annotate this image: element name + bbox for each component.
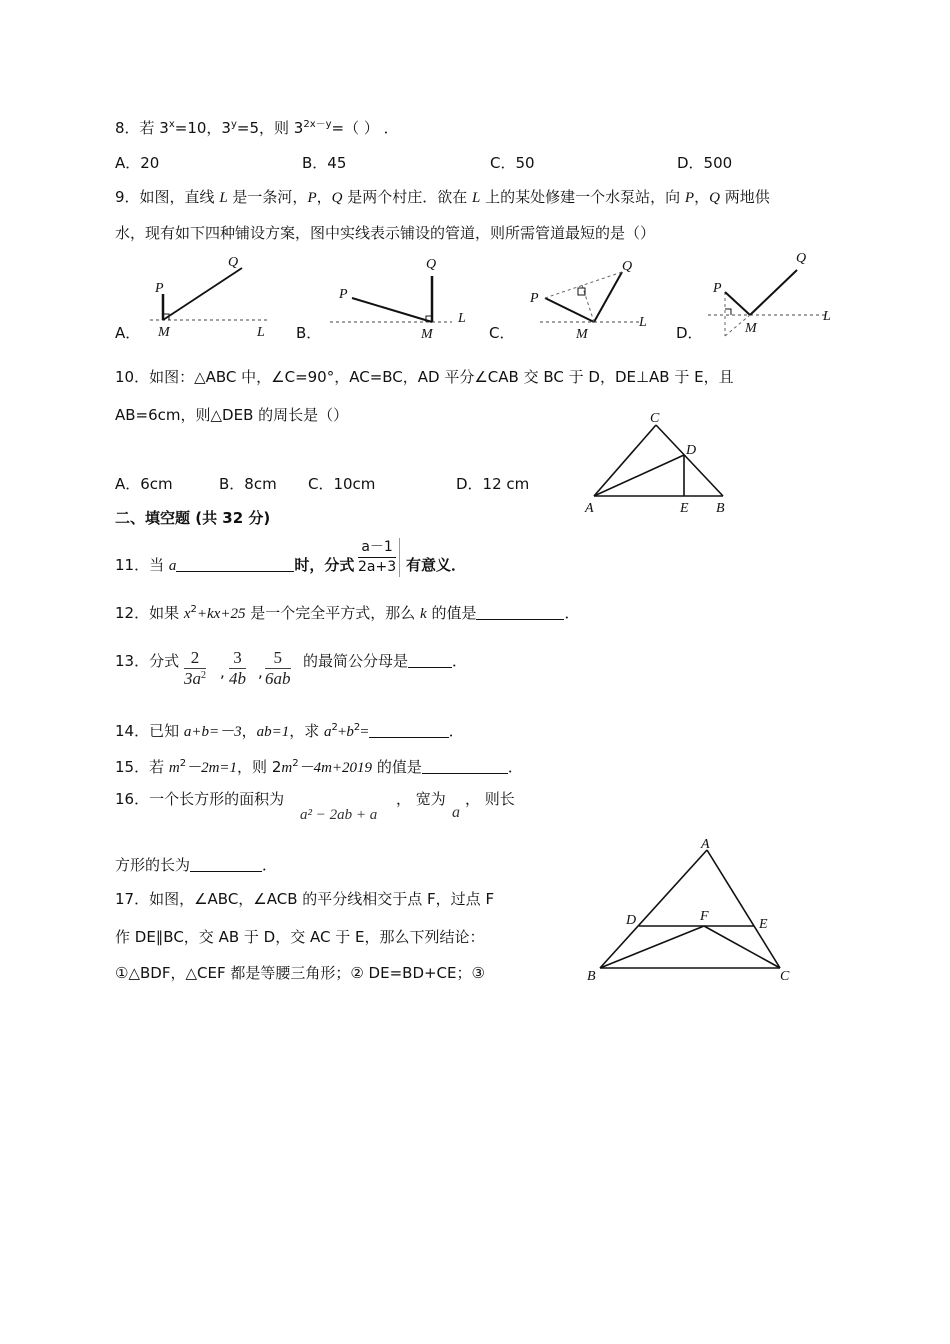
q9c-label-l: L — [639, 315, 647, 330]
q15-expr1: －2m=1 — [186, 760, 238, 776]
q14-expr2: ab=1 — [256, 724, 290, 740]
q15-stem — [115, 757, 523, 778]
q9-option-d: D． — [676, 324, 703, 342]
q12-stem — [115, 603, 579, 624]
q16-line2-text: 方形的长为 — [115, 856, 191, 874]
q11-tail: 有意义． — [406, 556, 467, 574]
q10-stem-line2: AB=6cm，则△DEB 的周长是（） — [115, 406, 349, 424]
q15-var-m: m — [168, 760, 180, 776]
q17-label-d: D — [626, 913, 637, 928]
q9-sep: ， — [316, 188, 332, 206]
q13-frac1-num: 2 — [190, 648, 200, 667]
q9-var-l: L — [219, 190, 228, 206]
q9-option-a: A． — [115, 324, 141, 342]
q11-stem — [115, 555, 354, 576]
q17-stem-line2: 作 DE∥BC，交 AB 于 D，交 AC 于 E，那么下列结论： — [115, 928, 485, 946]
q13-tail-text: 的最简公分母是 — [303, 652, 409, 670]
q17-label-a: A — [701, 837, 710, 852]
q9-figure-d — [708, 251, 831, 336]
q9-text-d: 上的某处修建一个水泵站，向 — [480, 188, 685, 206]
q9-text-e: 两地供 — [719, 188, 770, 206]
q17-label-e: E — [759, 917, 768, 932]
q8-mid2: =5，则 3 — [236, 119, 304, 137]
q9b-label-m: M — [421, 327, 433, 342]
q12-lead: 12．如果 — [115, 604, 184, 622]
q14-end: ． — [448, 722, 464, 740]
q14-sq-a: 2 — [331, 722, 338, 733]
q14-var-b: b — [346, 724, 354, 740]
q9b-label-q: Q — [426, 257, 437, 272]
q15-lead: 15．若 — [115, 758, 169, 776]
q10-stem-line1: 10．如图：△ABC 中，∠C=90°，AC=BC，AD 平分∠CAB 交 BC 于 D，DE⊥AB 于 E，且 — [115, 368, 734, 386]
q13-fraction-1 — [184, 648, 206, 689]
q14-sq-b: 2 — [353, 722, 361, 733]
q15-expr2: －4m+2019 — [298, 760, 373, 776]
q16-end: ． — [262, 856, 278, 874]
q13-tail — [303, 651, 467, 671]
q8-mid1: =10，3 — [174, 119, 231, 137]
q10-option-d: D．12 cm — [456, 475, 530, 493]
q13-end: ． — [452, 652, 468, 670]
q9a-label-p: P — [155, 281, 164, 296]
q9-stem-line1 — [115, 187, 770, 208]
q9d-label-p: P — [713, 281, 722, 296]
q9c-label-p: P — [530, 291, 539, 306]
q13-frac1-den-text: 3a — [184, 669, 201, 688]
q9-sep-2: ， — [694, 188, 710, 206]
q9c-label-m: M — [576, 327, 588, 342]
q13-comma-1: , — [220, 663, 225, 681]
q8-exp-y: y — [230, 119, 237, 130]
q10-label-e: E — [680, 501, 689, 516]
q13-frac2-den: 4b — [229, 669, 246, 688]
q9-figures — [0, 248, 950, 348]
q16-mid: ， 宽为 — [396, 790, 446, 808]
q9-option-b: B． — [296, 324, 322, 342]
q17-stem-line3: ①△BDF，△CEF 都是等腰三角形；② DE=BD+CE；③ — [115, 964, 485, 982]
q15-var-m-2: m — [281, 760, 293, 776]
q8-option-b: B．45 — [302, 154, 347, 172]
q9-var-q: Q — [331, 190, 343, 206]
q17-figure — [582, 834, 797, 984]
q10-label-b: B — [716, 501, 725, 516]
q10-label-a: A — [585, 501, 594, 516]
q16-blank[interactable] — [190, 856, 262, 872]
q9-figure-c — [529, 259, 647, 342]
q12-end: ． — [564, 604, 580, 622]
q12-var-k: k — [420, 606, 427, 622]
q14-var-a: a — [324, 724, 332, 740]
q10-option-b: B．8cm — [219, 475, 277, 493]
q9b-label-l: L — [458, 311, 466, 326]
q9-var-l-2: L — [472, 190, 481, 206]
q9a-label-l: L — [257, 325, 265, 340]
q11-fraction — [358, 538, 400, 577]
q9a-label-m: M — [158, 325, 170, 340]
q17-stem-line1: 17．如图，∠ABC，∠ACB 的平分线相交于点 F，过点 F — [115, 890, 495, 908]
q8-exp-x: x — [168, 119, 175, 130]
q9-text-c: 是两个村庄．欲在 — [342, 188, 473, 206]
q13-frac3-den: 6ab — [265, 669, 291, 688]
q14-plus: + — [337, 724, 347, 740]
q17-label-b: B — [587, 969, 596, 984]
q14-blank[interactable] — [369, 722, 449, 738]
q17-label-f: F — [700, 909, 709, 924]
q8-option-a: A．20 — [115, 154, 160, 172]
q9d-label-q: Q — [796, 251, 807, 266]
q8-tail: =（ ） ． — [331, 119, 399, 137]
q12-blank[interactable] — [476, 604, 564, 620]
q15-sq-2: 2 — [292, 758, 299, 769]
q9-figure-b — [330, 257, 466, 342]
q13-frac2-num: 3 — [233, 648, 242, 667]
q12-var-x: x — [183, 606, 191, 622]
q9b-label-p: P — [339, 287, 348, 302]
q14-lead: 14．已知 — [115, 722, 184, 740]
q12-tail: 的值是 — [426, 604, 477, 622]
q9-text-b: 是一条河， — [227, 188, 308, 206]
q15-tail: 的值是 — [372, 758, 422, 776]
q8-stem — [115, 118, 399, 138]
q11-var-a: a — [168, 558, 177, 574]
q9d-label-m: M — [745, 321, 757, 336]
q16-tail: ， 则长 — [465, 790, 515, 808]
q10-figure — [578, 408, 748, 518]
q9-figure-a — [150, 255, 268, 340]
q8-lead: 8．若 3 — [115, 119, 169, 137]
q15-sq: 2 — [179, 758, 187, 769]
q15-end: ． — [507, 758, 523, 776]
q13-blank[interactable] — [408, 652, 452, 668]
q11-lead: 11．当 — [115, 556, 169, 574]
q17-label-c: C — [780, 969, 790, 984]
q15-mid: ，则 2 — [237, 758, 282, 776]
q10-option-a: A．6cm — [115, 475, 173, 493]
q9-var-q-2: Q — [709, 190, 720, 206]
q14-sep: ， — [241, 722, 257, 740]
q10-option-c: C．10cm — [308, 475, 376, 493]
q10-label-c: C — [650, 411, 660, 426]
q12-sq: 2 — [190, 604, 197, 615]
q8-option-d: D．500 — [677, 154, 733, 172]
q13-fraction-2 — [229, 648, 246, 689]
q9d-label-l: L — [823, 309, 831, 324]
q8-option-c: C．50 — [490, 154, 535, 172]
q13-lead: 13．分式 — [115, 652, 180, 670]
section2-title: 二、填空题 (共 32 分) — [115, 509, 271, 527]
q9-option-c: C． — [489, 324, 515, 342]
q11-frac-den: 2a+3 — [358, 559, 397, 575]
q12-expr: +kx+25 — [196, 606, 246, 622]
q15-blank[interactable] — [422, 758, 508, 774]
q8-exp-2x-y: 2x－y — [303, 119, 332, 130]
q14-expr1: a+b=－3 — [183, 724, 242, 740]
q9c-label-q: Q — [622, 259, 633, 274]
q13-comma-2: , — [258, 663, 263, 681]
q14-stem — [115, 721, 464, 742]
q12-mid: 是一个完全平方式，那么 — [245, 604, 421, 622]
q13-fraction-3 — [265, 648, 291, 689]
q13-frac1-sup: 2 — [201, 670, 206, 681]
q13-frac1-den — [184, 668, 206, 689]
q9-var-p-2: P — [684, 190, 695, 206]
q16-width-expr: a — [452, 804, 460, 821]
q9-var-p: P — [307, 190, 317, 206]
q11-mid: 时，分式 — [294, 556, 355, 574]
q11-frac-num: a－1 — [361, 539, 393, 555]
q9-text-a: 9．如图，直线 — [115, 188, 220, 206]
q9-stem-line2: 水，现有如下四种铺设方案，图中实线表示铺设的管道，则所需管道最短的是（） — [115, 224, 656, 242]
q10-label-d: D — [686, 443, 697, 458]
q13-frac3-num: 5 — [273, 648, 282, 667]
q9a-label-q: Q — [228, 255, 239, 270]
q14-eq: = — [360, 724, 369, 740]
q14-mid: ，求 — [289, 722, 325, 740]
q16-area-expr: a² − 2ab + a — [300, 807, 378, 823]
q11-blank[interactable] — [176, 556, 294, 572]
q16-lead: 16．一个长方形的面积为 — [115, 790, 285, 808]
q16-line2 — [115, 855, 277, 875]
